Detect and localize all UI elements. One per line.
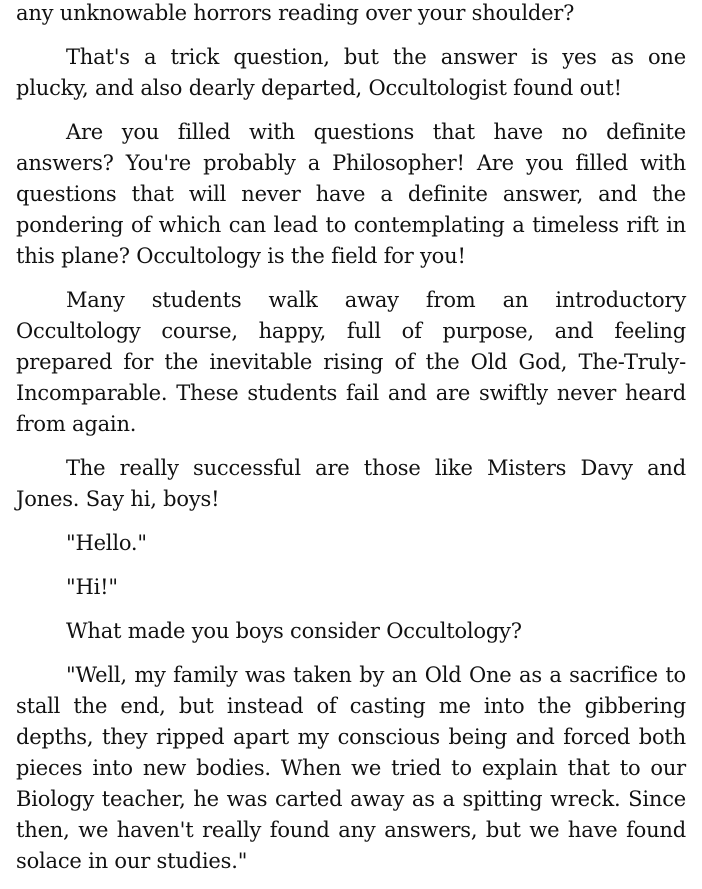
- dialogue-answer: "Well, my family was taken by an Old One as a sacrifice to stall the end, but instead of casting me into the gibbering depths, they ripped apart my conscious being and forced both pieces into new bodies. When we tried to explain that to our Biology teacher, he was carted away as a spitting wreck. Since then, we haven't really found any answers, but we have found solace in our studies.": [16, 663, 686, 873]
- paragraph-trick-question: That's a trick question, but the answer is yes as one plucky, and also dearly departed, Occultologist found out!: [16, 45, 686, 100]
- paragraph-misters-davy-jones: The really successful are those like Misters Davy and Jones. Say hi, boys!: [16, 456, 686, 511]
- dialogue-hi: "Hi!": [66, 575, 118, 599]
- paragraph-philosopher: Are you filled with questions that have no definite answers? You're probably a Philosopher! Are you filled with questions that will never have a definite answer, and the pondering of which can lead to contemplating a timeless rift in this plane? Occultology is the field for you!: [16, 120, 686, 268]
- dialogue-hello: "Hello.": [66, 531, 147, 555]
- question-consider-occultology: What made you boys consider Occultology?: [66, 619, 522, 643]
- paragraph-continuation: any unknowable horrors reading over your shoulder?: [16, 1, 575, 25]
- document-page: [16, 0, 686, 877]
- paragraph-students: Many students walk away from an introductory Occultology course, happy, full of purpose, and feeling prepared for the inevitable rising of the Old God, The-Truly-Incomparable. These students fail and are swiftly never heard from again.: [16, 288, 686, 436]
